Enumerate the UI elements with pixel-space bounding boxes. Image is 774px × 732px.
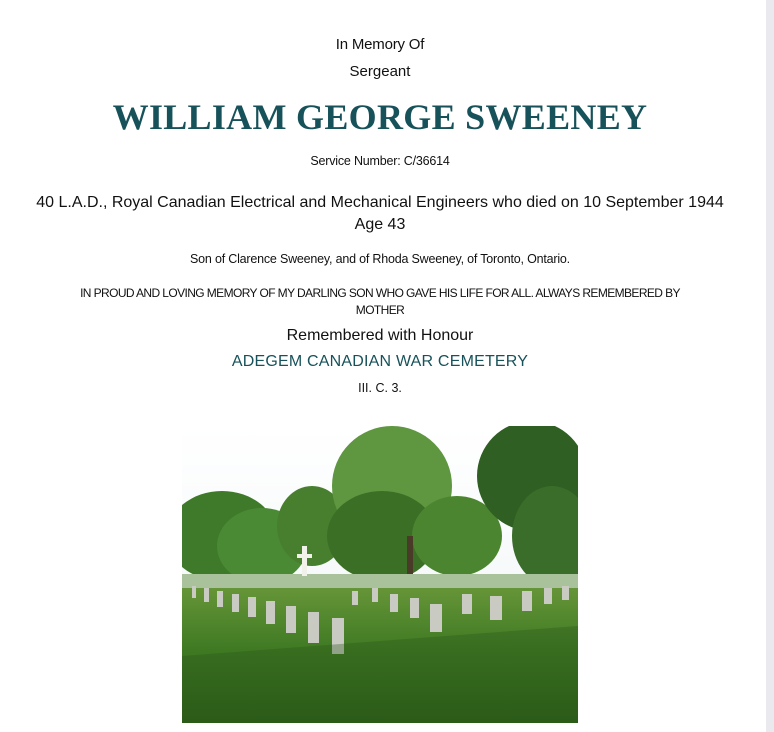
cemetery-name: ADEGEM CANADIAN WAR CEMETERY	[231, 353, 529, 370]
age: Age 43	[354, 216, 406, 233]
in-memory-heading: In Memory Of	[335, 36, 425, 53]
unit-and-death-date: 40 L.A.D., Royal Canadian Electrical and Mechanical Engineers who died on 10 September 1944	[36, 194, 724, 211]
cemetery-photo	[182, 426, 578, 723]
window-edge	[766, 0, 774, 732]
headstone-inscription: IN PROUD AND LOVING MEMORY OF MY DARLING SON WHO GAVE HIS LIFE FOR ALL. ALWAYS REMEMBERED BY MOTHER	[80, 286, 680, 317]
family-details: Son of Clarence Sweeney, and of Rhoda Sweeney, of Toronto, Ontario.	[190, 252, 570, 266]
grave-reference: III. C. 3.	[358, 381, 402, 395]
rank: Sergeant	[349, 63, 411, 80]
remembered-with-honour: Remembered with Honour	[286, 327, 474, 344]
service-number: Service Number: C/36614	[310, 154, 450, 168]
soldier-name: WILLIAM GEORGE SWEENEY	[112, 97, 648, 137]
